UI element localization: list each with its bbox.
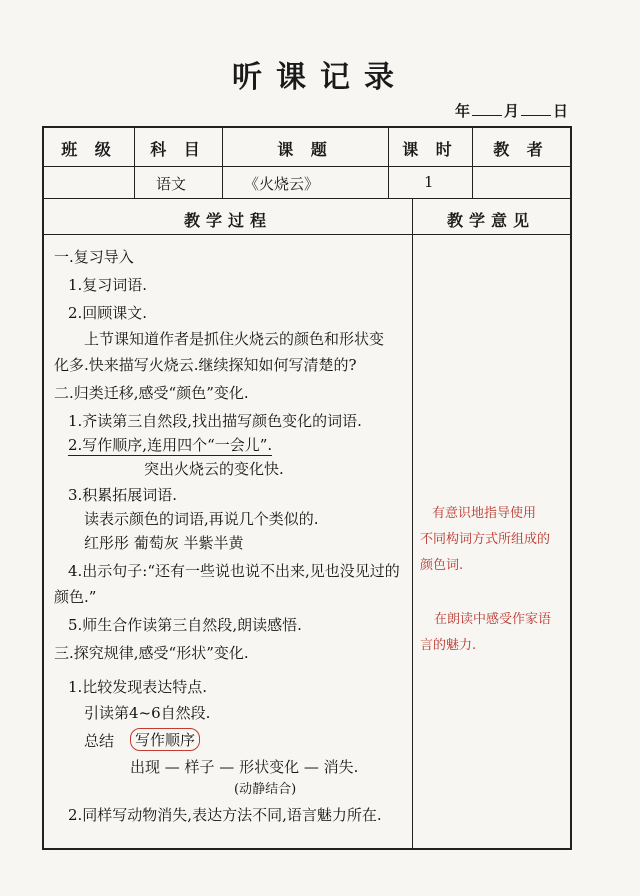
- process-line: 1.比较发现表达特点.: [68, 678, 208, 696]
- row-hours: 1: [424, 173, 434, 191]
- process-line-note: 出现 — 样子 — 形状变化 — 消失.: [130, 758, 359, 776]
- opinion-line: 在朗读中感受作家语: [434, 612, 552, 627]
- record-table: [42, 126, 572, 850]
- process-line: 总结: [84, 732, 115, 750]
- header-teacher: 教 者: [493, 140, 549, 159]
- process-line: 2.写作顺序,连用四个“一会儿”.: [68, 436, 273, 454]
- process-line: 2.同样写动物消失,表达方法不同,语言魅力所在.: [68, 806, 382, 824]
- date-year: 年: [455, 102, 471, 120]
- opinion-line: 言的魅力.: [420, 638, 477, 653]
- process-line: 2.回顾课文.: [68, 304, 148, 322]
- date-month: 月: [504, 102, 520, 120]
- process-line: 红彤彤 葡萄灰 半紫半黄: [84, 534, 244, 552]
- process-line: 三.探究规律,感受“形状”变化.: [54, 644, 249, 662]
- header-hours: 课 时: [402, 140, 458, 159]
- process-line: 5.师生合作读第三自然段,朗读感悟.: [68, 616, 302, 634]
- opinion-line: 颜色词.: [420, 558, 464, 573]
- section-opinion: 教学意见: [446, 211, 535, 230]
- process-line: 一.复习导入: [54, 248, 134, 266]
- process-line: 上节课知道作者是抓住火烧云的颜色和形状变: [84, 330, 385, 348]
- opinion-line: 不同构词方式所组成的: [420, 532, 551, 547]
- process-line: 4.出示句子:“还有一些说也说不出来,见也没见过的: [68, 562, 400, 580]
- process-line: 3.积累拓展词语.: [68, 486, 178, 504]
- process-line: 读表示颜色的词语,再说几个类似的.: [84, 510, 319, 528]
- header-subject: 科 目: [150, 140, 206, 159]
- process-line: 化多.快来描写火烧云.继续探知如何写清楚的?: [54, 356, 357, 374]
- row-subject: 语文: [156, 175, 187, 193]
- page-title: 听课记录: [232, 60, 408, 95]
- date-line: [455, 100, 568, 121]
- process-line-note: 突出火烧云的变化快.: [144, 460, 284, 478]
- header-topic: 课 题: [277, 140, 333, 159]
- section-process: 教学过程: [183, 211, 272, 230]
- date-day: 日: [553, 102, 569, 120]
- process-line: 颜色.”: [54, 588, 97, 606]
- process-line: 引读第4~6自然段.: [84, 704, 211, 722]
- process-line: (动静结合): [234, 782, 297, 797]
- header-class: 班 级: [61, 140, 117, 159]
- process-line-boxed: 写作顺序: [130, 728, 200, 751]
- process-line: 1.复习词语.: [68, 276, 148, 294]
- row-topic: 《火烧云》: [244, 175, 320, 193]
- process-line: 二.归类迁移,感受“颜色”变化.: [54, 384, 249, 402]
- process-line: 1.齐读第三自然段,找出描写颜色变化的词语.: [68, 412, 362, 430]
- opinion-line: 有意识地指导使用: [432, 506, 537, 521]
